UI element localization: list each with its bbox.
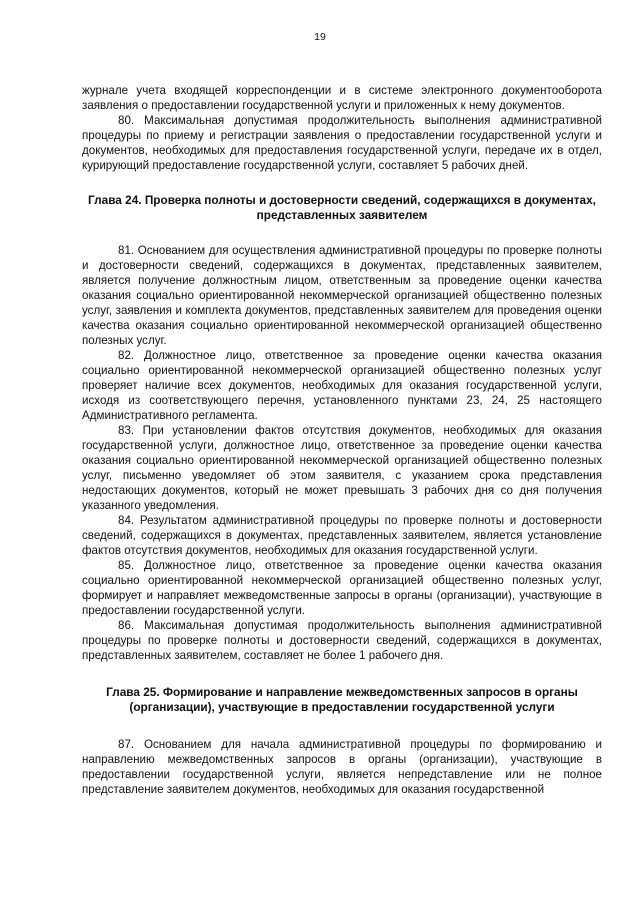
paragraph-80: 80. Максимальная допустимая продолжительность выполнения административной процедуры по приему и регистрации заявления о предоставлении государственной услуги и документов, необходимых для предоставления государственной услуги, передаче их в отдел, курирующий предоставление государственной услуги, составляет 5 рабочих дней. [82,114,602,172]
paragraph-82: 82. Должностное лицо, ответственное за проведение оценки качества оказания социально ориентированной некоммерческой организацией общественно полезных услуг проверяет наличие всех документов, необходимых для оказания государственной услуги, исходя из соответствующего перечня, установленного пунктами 23, 24, 25 настоящего Административного регламента. [82,349,602,422]
paragraph-84: 84. Результатом административной процедуры по проверке полноты и достоверности сведений, содержащихся в документах, представленных заявителем, является установление фактов отсутствия документов, необходимых для оказания государственной услуги. [82,514,602,557]
paragraph-86: 86. Максимальная допустимая продолжительность выполнения административной процедуры по проверке полноты и достоверности сведений, содержащихся в документах, представленных заявителем, составляет не более 1 рабочего дня. [82,619,602,662]
chapter-24-heading: Глава 24. Проверка полноты и достоверности сведений, содержащихся в документах, представленных заявителем [88,193,596,222]
paragraph-continuation: журнале учета входящей корреспонденции и в системе электронного документооборота заявления о предоставлении государственной услуги и приложенных к нему документов. [82,84,602,112]
paragraph-81: 81. Основанием для осуществления административной процедуры по проверке полноты и достоверности сведений, содержащихся в документах, представленных заявителем, является получение должностным лицом, ответственным за проведение оценки качества оказания социально ориентированной некоммерческой организацией общественно полезных услуг, заявления и комплекта документов, представленных заявителем для проведения оценки качества оказания социально ориентированной некоммерческой организацией общественно полезных услуг. [82,244,602,347]
paragraph-85: 85. Должностное лицо, ответственное за проведение оценки качества оказания социально ориентированной некоммерческой организацией общественно полезных услуг, формирует и направляет межведомственные запросы в органы (организации), участвующие в предоставлении государственной услуги. [82,559,602,617]
page-number: 19 [314,31,326,43]
document-body [82,83,602,797]
paragraph-83: 83. При установлении фактов отсутствия документов, необходимых для оказания государственной услуги, должностное лицо, ответственное за проведение оценки качества оказания социально ориентированной некоммерческой организацией общественно полезных услуг, письменно уведомляет об этом заявителя, с указанием срока представления недостающих документов, который не может превышать 3 рабочих дня со дня получения указанного уведомления. [82,424,602,512]
paragraph-87: 87. Основанием для начала административной процедуры по формированию и направлению межведомственных запросов в органы (организации), участвующие в предоставлении государственной услуги, является непредставление или не полное представление заявителем документов, необходимых для оказания государственной [82,738,602,796]
chapter-25-heading: Глава 25. Формирование и направление межведомственных запросов в органы (организации), участвующие в предоставлении государственной услуги [106,685,578,714]
